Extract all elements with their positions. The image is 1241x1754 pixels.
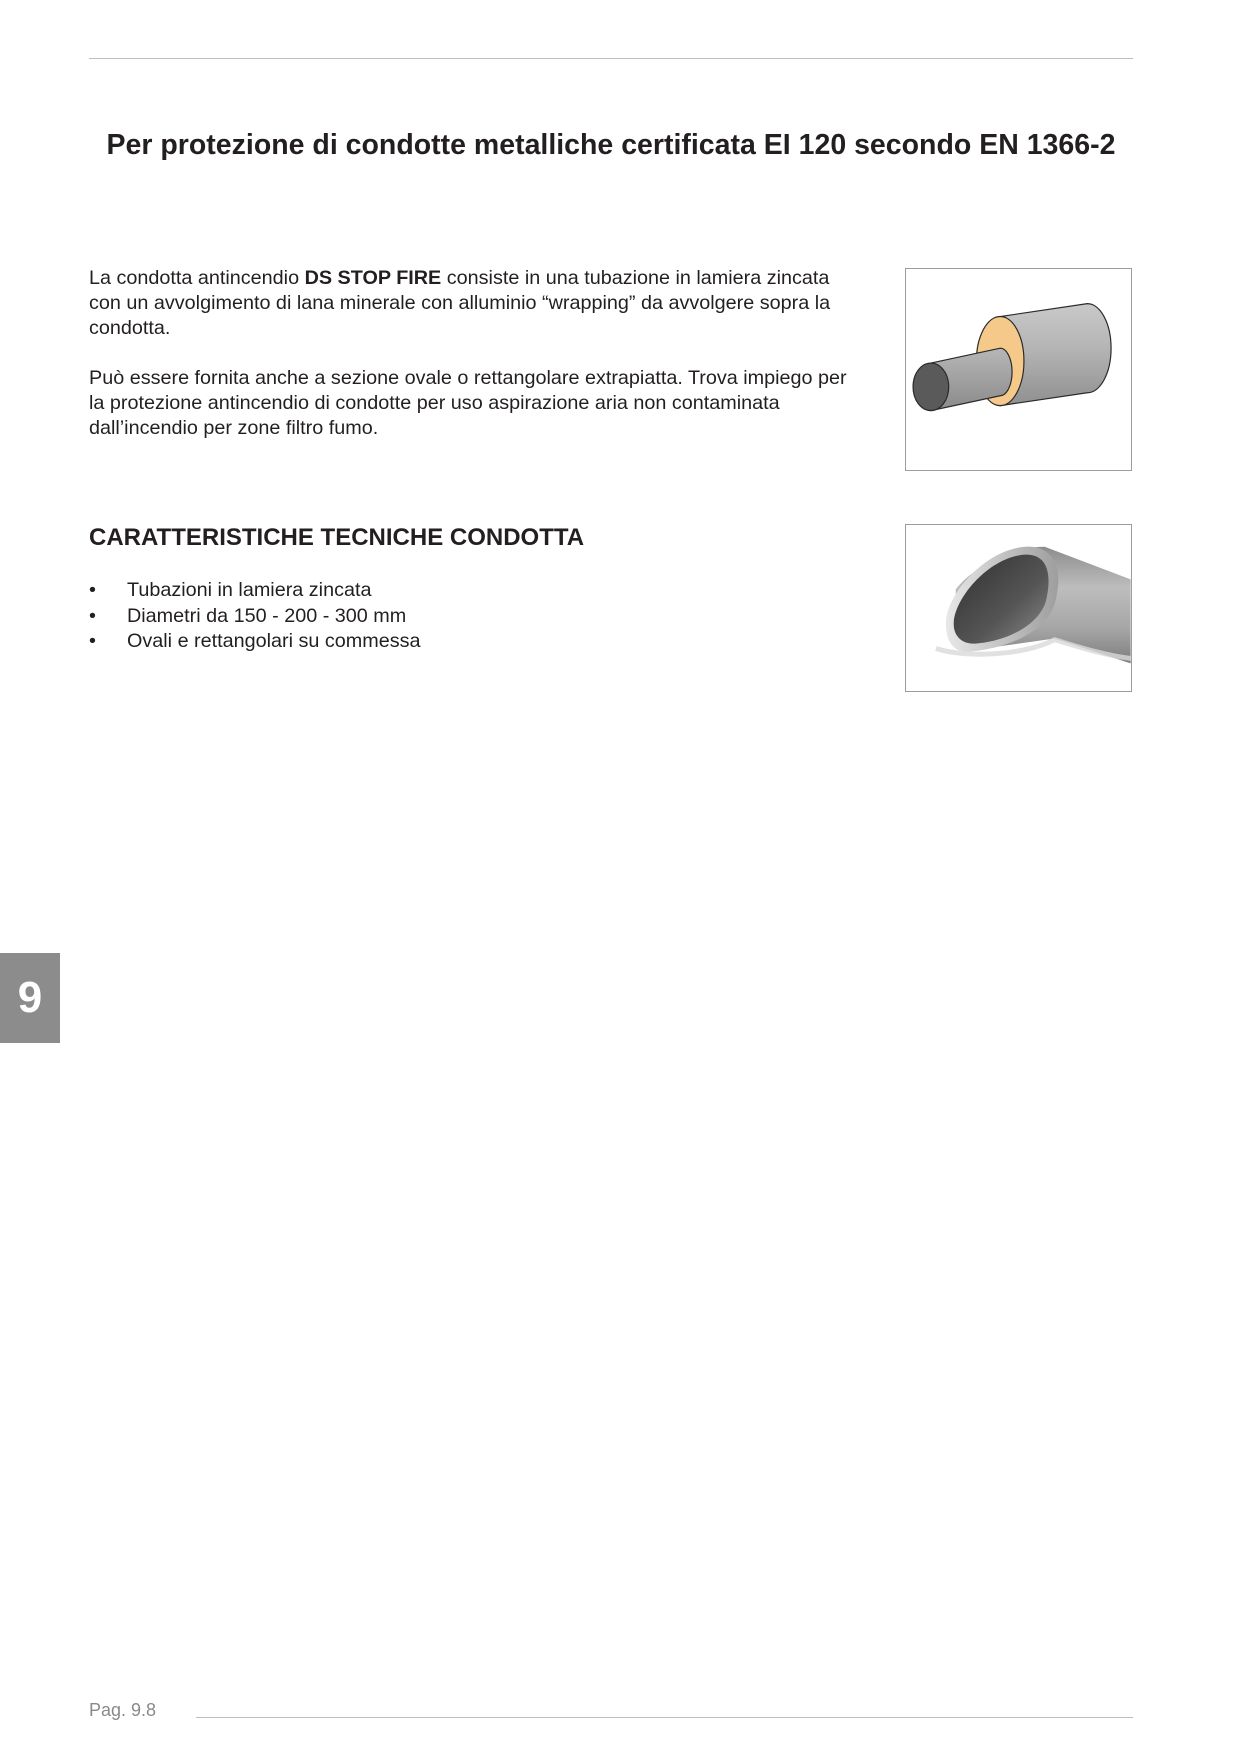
bullet: • <box>89 630 96 652</box>
bottom-rule <box>196 1717 1133 1718</box>
list-item: • Ovali e rettangolari su commessa <box>89 629 421 655</box>
product-name: DS STOP FIRE <box>304 267 442 289</box>
chapter-tab: 9 <box>0 953 60 1043</box>
features-list <box>89 578 421 655</box>
intro-paragraph-1: La condotta antincendio DS STOP FIRE consiste in una tubazione in lamiera zincata con un avvolgimento di lana minerale con alluminio “wrapping” da avvolgere sopra la condotta. <box>89 267 831 339</box>
bullet: • <box>89 579 96 601</box>
insulated-duct-illustration <box>905 268 1132 471</box>
section-title: CARATTERISTICHE TECNICHE CONDOTTA <box>89 524 585 551</box>
bullet: • <box>89 604 96 627</box>
page-title: Per protezione di condotte metalliche certificata EI 120 secondo EN 1366-2 <box>106 129 1116 161</box>
intro-text <box>89 266 859 466</box>
oval-duct-photo <box>905 524 1132 692</box>
top-rule <box>89 58 1133 59</box>
list-item: • Diametri da 150 - 200 - 300 mm <box>89 604 421 630</box>
list-item: • Tubazioni in lamiera zincata <box>89 578 421 604</box>
intro-paragraph-2: Può essere fornita anche a sezione ovale o rettangolare extrapiatta. Trova impiego per la protezione antincendio di condotte per uso aspirazione aria non contaminata dall’incendio per zone filtro fumo. <box>89 367 847 439</box>
page-number: Pag. 9.8 <box>89 1700 157 1720</box>
